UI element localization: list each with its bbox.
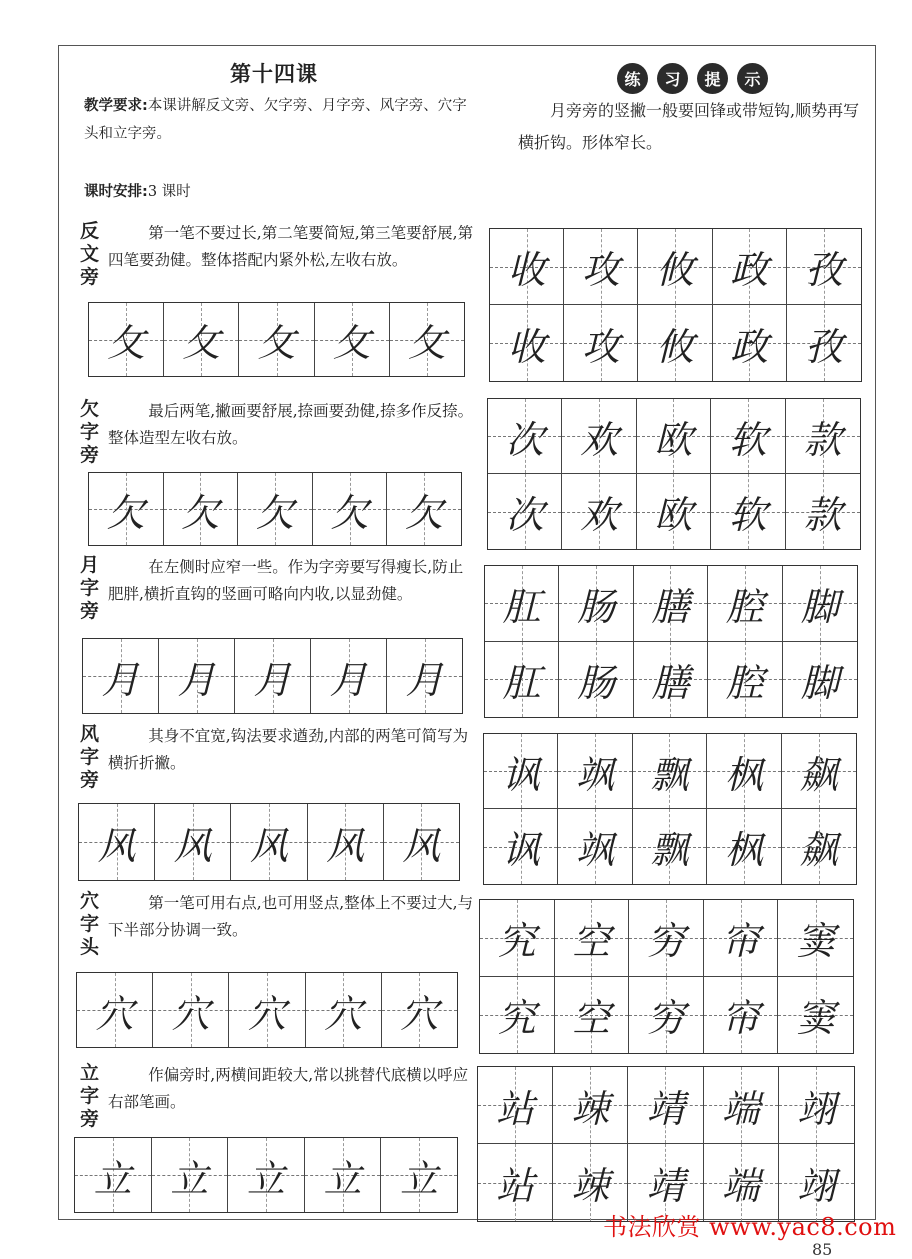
example-glyph: 软: [728, 493, 767, 537]
example-cell: [485, 566, 559, 642]
section-description: 第一笔可用右点,也可用竖点,整体上不要过大,与下半部分协调一致。: [108, 894, 474, 939]
example-cell: [778, 900, 853, 977]
practice-cell: [155, 804, 231, 880]
practice-tips-text: 月旁旁的竖撇一般要回锋或带短钩,顺势再写横折钩。形体窄长。: [518, 101, 860, 152]
tip-badge: 练: [617, 63, 648, 94]
example-cell: [782, 734, 856, 809]
example-cell: [707, 809, 781, 884]
radical-glyph: 穴: [248, 991, 287, 1036]
example-glyph: 款: [803, 417, 842, 462]
section-label: 反文旁: [80, 220, 100, 288]
example-cell: [559, 566, 633, 642]
section-label: 穴字头: [80, 890, 100, 958]
watermark: 书法欣赏 www.yac8.com: [603, 1213, 897, 1241]
section-label: 月字旁: [80, 554, 100, 622]
radical-glyph: 欠: [330, 490, 369, 535]
example-glyph: 站: [496, 1164, 535, 1208]
example-glyph: 款: [803, 493, 842, 537]
practice-cell: [382, 973, 457, 1047]
practice-cell: [313, 473, 388, 545]
example-glyph: 穷: [646, 996, 685, 1041]
example-cell: [490, 229, 564, 305]
example-glyph: 竦: [571, 1086, 610, 1131]
requirement-label: 教学要求:: [84, 98, 148, 114]
radical-glyph: 月: [253, 657, 292, 702]
example-glyph: 窦: [796, 996, 835, 1041]
example-cell: [629, 977, 704, 1054]
example-cell: [564, 305, 638, 381]
radical-practice-grid: [78, 803, 460, 881]
section-label: 风字旁: [80, 723, 100, 791]
example-cell: [488, 399, 562, 474]
example-cell: [558, 809, 632, 884]
practice-cell: [305, 1138, 382, 1212]
example-glyph: 政: [730, 324, 769, 369]
example-cell: [633, 734, 707, 809]
example-glyph: 端: [721, 1164, 760, 1208]
example-cell: [629, 900, 704, 977]
radical-glyph: 攵: [407, 321, 446, 365]
radical-glyph: 立: [323, 1156, 362, 1201]
example-cell: [711, 474, 785, 549]
radical-glyph: 欠: [255, 490, 294, 535]
example-glyph: 竦: [571, 1164, 610, 1208]
example-cell: [562, 399, 636, 474]
radical-glyph: 攵: [332, 321, 371, 365]
example-cell: [787, 305, 861, 381]
example-character-grid: [489, 228, 862, 382]
practice-cell: [390, 303, 464, 376]
radical-practice-grid: [74, 1137, 458, 1213]
practice-cell: [77, 973, 153, 1047]
example-cell: [637, 474, 711, 549]
radical-glyph: 穴: [171, 991, 210, 1036]
example-cell: [634, 566, 708, 642]
example-glyph: 站: [496, 1086, 535, 1131]
practice-cell: [384, 804, 459, 880]
requirement-text: 本课讲解反文旁、欠字旁、月字旁、风字旁、穴字头和立字旁。: [84, 98, 467, 142]
page-number: 85: [812, 1240, 833, 1259]
example-glyph: 攻: [581, 324, 620, 369]
section-description: 其身不宜宽,钩法要求遒劲,内部的两笔可简写为横折折撇。: [108, 727, 469, 772]
example-glyph: 翊: [797, 1164, 836, 1208]
example-glyph: 腔: [725, 584, 764, 629]
example-cell: [558, 734, 632, 809]
example-glyph: 脚: [800, 584, 839, 629]
example-glyph: 飒: [576, 752, 615, 797]
practice-tips-heading: [617, 63, 768, 94]
example-glyph: 穷: [646, 919, 685, 964]
example-cell: [787, 229, 861, 305]
radical-glyph: 月: [177, 657, 216, 702]
example-glyph: 肠: [577, 584, 616, 629]
section-description: 作偏旁时,两横间距较大,常以挑替代底横以呼应右部笔画。: [108, 1066, 469, 1111]
tip-badge: 示: [737, 63, 768, 94]
example-cell: [488, 474, 562, 549]
example-cell: [555, 900, 630, 977]
radical-glyph: 立: [246, 1156, 285, 1201]
example-glyph: 腔: [725, 660, 764, 705]
example-glyph: 欧: [654, 417, 693, 462]
example-glyph: 枫: [724, 752, 763, 797]
example-cell: [628, 1067, 703, 1144]
example-glyph: 肛: [502, 660, 541, 705]
example-cell: [480, 977, 555, 1054]
example-glyph: 翊: [797, 1086, 836, 1131]
example-cell: [713, 305, 787, 381]
radical-glyph: 风: [97, 823, 136, 868]
radical-practice-grid: [88, 472, 462, 546]
practice-cell: [152, 1138, 229, 1212]
example-glyph: 空: [572, 996, 611, 1041]
tip-badge: 习: [657, 63, 688, 94]
example-cell: [783, 566, 857, 642]
example-cell: [637, 399, 711, 474]
example-glyph: 讽: [501, 828, 540, 872]
example-glyph: 攸: [655, 248, 694, 292]
example-glyph: 靖: [646, 1164, 685, 1208]
example-cell: [638, 305, 712, 381]
example-cell: [786, 399, 860, 474]
example-cell: [484, 809, 558, 884]
example-glyph: 次: [505, 417, 544, 462]
example-character-grid: [483, 733, 857, 885]
example-character-grid: [484, 565, 858, 718]
class-schedule: [84, 180, 191, 201]
section-description: 在左侧时应窄一些。作为字旁要写得瘦长,防止肥胖,横折直钩的竖画可略向内收,以显劲健。: [108, 558, 464, 603]
practice-cell: [164, 303, 239, 376]
example-glyph: 究: [497, 996, 536, 1041]
example-glyph: 空: [572, 919, 611, 964]
example-cell: [779, 1067, 854, 1144]
example-glyph: 软: [728, 417, 767, 462]
example-glyph: 次: [505, 493, 544, 537]
example-cell: [553, 1067, 628, 1144]
example-cell: [707, 734, 781, 809]
schedule-label: 课时安排:: [84, 184, 148, 200]
example-glyph: 端: [721, 1086, 760, 1131]
radical-glyph: 风: [326, 823, 365, 868]
practice-cell: [79, 804, 155, 880]
radical-practice-grid: [76, 972, 458, 1048]
radical-glyph: 月: [405, 657, 444, 702]
example-cell: [704, 977, 779, 1054]
radical-practice-grid: [82, 638, 463, 714]
radical-glyph: 穴: [95, 991, 134, 1036]
radical-glyph: 立: [170, 1156, 209, 1201]
example-glyph: 肠: [577, 660, 616, 705]
radical-glyph: 欠: [405, 490, 444, 535]
example-cell: [711, 399, 785, 474]
practice-cell: [306, 973, 382, 1047]
practice-cell: [228, 1138, 305, 1212]
example-glyph: 究: [497, 919, 536, 964]
radical-glyph: 月: [329, 657, 368, 702]
example-glyph: 攸: [655, 324, 694, 369]
example-glyph: 枫: [724, 828, 763, 872]
example-cell: [704, 1067, 779, 1144]
example-glyph: 膳: [651, 660, 690, 705]
example-glyph: 帘: [721, 996, 760, 1041]
radical-glyph: 立: [400, 1156, 439, 1201]
example-cell: [478, 1067, 553, 1144]
radical-glyph: 穴: [400, 991, 439, 1036]
example-glyph: 欢: [580, 417, 619, 462]
example-cell: [633, 809, 707, 884]
teaching-requirement: [84, 92, 474, 148]
example-cell: [786, 474, 860, 549]
example-glyph: 飘: [650, 828, 689, 872]
radical-glyph: 穴: [324, 991, 363, 1036]
example-cell: [778, 977, 853, 1054]
example-cell: [638, 229, 712, 305]
section-label: 立字旁: [80, 1062, 100, 1130]
radical-glyph: 攵: [107, 321, 146, 365]
practice-cell: [164, 473, 239, 545]
radical-glyph: 欠: [106, 490, 145, 535]
example-cell: [708, 642, 782, 718]
practice-cell: [89, 303, 164, 376]
example-cell: [480, 900, 555, 977]
practice-cell: [231, 804, 307, 880]
practice-cell: [75, 1138, 152, 1212]
practice-cell: [311, 639, 387, 713]
example-character-grid: [487, 398, 861, 550]
example-glyph: 欧: [654, 493, 693, 537]
example-glyph: 攻: [581, 248, 620, 292]
lesson-title: 第十四课: [230, 62, 318, 86]
radical-glyph: 风: [402, 823, 441, 868]
practice-cell: [153, 973, 229, 1047]
example-cell: [490, 305, 564, 381]
radical-glyph: 欠: [181, 490, 220, 535]
example-glyph: 肛: [502, 584, 541, 629]
example-glyph: 欢: [580, 493, 619, 537]
example-cell: [555, 977, 630, 1054]
example-glyph: 收: [507, 248, 546, 292]
example-cell: [485, 642, 559, 718]
example-glyph: 飙: [799, 828, 838, 872]
example-cell: [564, 229, 638, 305]
practice-cell: [159, 639, 235, 713]
example-glyph: 脚: [800, 660, 839, 705]
example-glyph: 孜: [804, 324, 843, 369]
example-character-grid: [477, 1066, 855, 1222]
section-description: 最后两笔,撇画要舒展,捺画要劲健,捺多作反捺。整体造型左收右放。: [108, 402, 474, 447]
example-glyph: 靖: [646, 1086, 685, 1131]
example-glyph: 帘: [721, 919, 760, 964]
practice-cell: [89, 473, 164, 545]
practice-cell: [83, 639, 159, 713]
example-cell: [704, 900, 779, 977]
section-description: 第一笔不要过长,第二笔要简短,第三笔要舒展,第四笔要劲健。整体搭配内紧外松,左收右放。: [108, 224, 474, 269]
practice-cell: [308, 804, 384, 880]
example-glyph: 孜: [804, 248, 843, 292]
example-cell: [713, 229, 787, 305]
radical-glyph: 风: [250, 823, 289, 868]
example-glyph: 膳: [651, 584, 690, 629]
practice-cell: [239, 303, 314, 376]
radical-glyph: 攵: [182, 321, 221, 365]
radical-glyph: 攵: [257, 321, 296, 365]
example-glyph: 收: [507, 324, 546, 369]
radical-glyph: 风: [173, 823, 212, 868]
example-cell: [782, 809, 856, 884]
section-label: 欠字旁: [80, 398, 100, 466]
example-glyph: 飒: [576, 828, 615, 872]
example-glyph: 窦: [796, 919, 835, 964]
example-character-grid: [479, 899, 854, 1054]
example-cell: [634, 642, 708, 718]
radical-glyph: 立: [93, 1156, 132, 1201]
example-glyph: 讽: [501, 752, 540, 797]
practice-cell: [387, 473, 461, 545]
example-cell: [484, 734, 558, 809]
practice-cell: [381, 1138, 457, 1212]
example-cell: [478, 1144, 553, 1221]
example-glyph: 飙: [799, 752, 838, 797]
example-cell: [562, 474, 636, 549]
example-cell: [708, 566, 782, 642]
practice-cell: [229, 973, 305, 1047]
schedule-text: 3 课时: [147, 184, 191, 200]
practice-cell: [387, 639, 462, 713]
example-cell: [559, 642, 633, 718]
radical-glyph: 月: [101, 657, 140, 702]
tip-badge: 提: [697, 63, 728, 94]
example-cell: [783, 642, 857, 718]
radical-practice-grid: [88, 302, 465, 377]
practice-cell: [235, 639, 311, 713]
example-glyph: 政: [730, 248, 769, 292]
practice-cell: [315, 303, 390, 376]
example-glyph: 飘: [650, 752, 689, 797]
practice-cell: [238, 473, 313, 545]
